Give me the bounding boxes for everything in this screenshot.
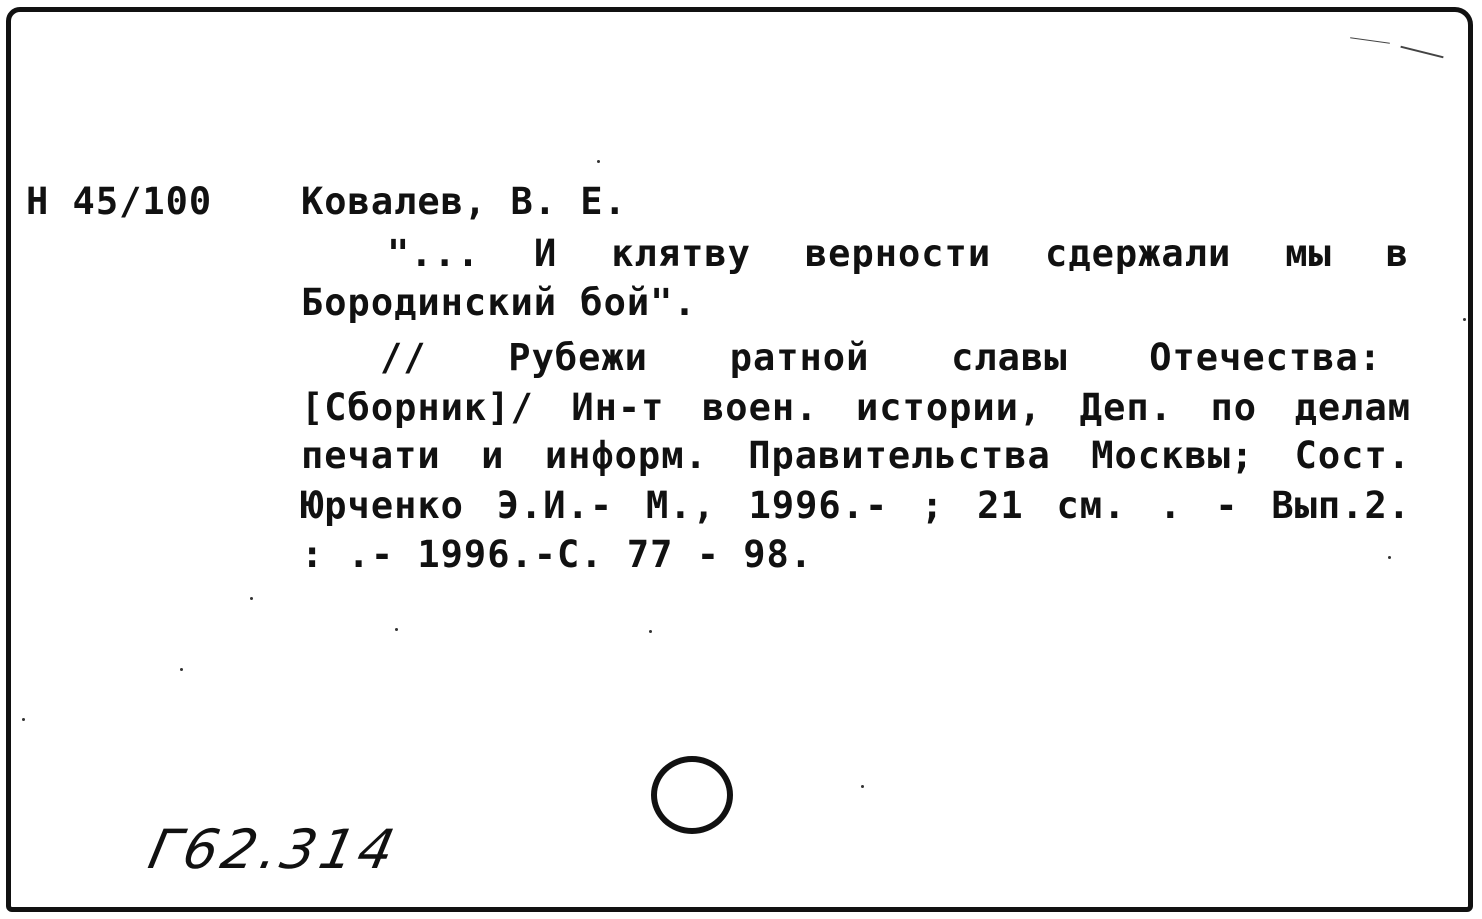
handwritten-classification-code: Г62.314: [143, 818, 404, 881]
source-line-5: : .- 1996.-С. 77 - 98.: [301, 533, 814, 576]
scan-speck: [861, 785, 864, 788]
scan-speck: [649, 630, 652, 633]
scan-speck: [1463, 318, 1466, 321]
source-line-2: [Сборник]/ Ин-т воен. истории, Деп. по делам: [301, 386, 1411, 429]
title-line-1: "... И клятву верности сдержали мы в: [387, 232, 1409, 275]
source-line-1: // Рубежи ратной славы Отечества:: [380, 336, 1382, 379]
scan-speck: [597, 160, 600, 163]
shelf-mark: Н 45/100: [26, 180, 213, 223]
source-line-3: печати и информ. Правительства Москвы; Сост.: [301, 434, 1411, 477]
card-punch-hole: [651, 756, 733, 834]
scan-speck: [180, 668, 183, 671]
scan-speck: [250, 597, 253, 600]
author-heading: Ковалев, В. Е.: [301, 180, 627, 223]
scan-speck: [1388, 556, 1391, 559]
title-line-2: Бородинский бой".: [301, 281, 697, 324]
scan-speck: [22, 718, 25, 721]
scan-speck: [395, 628, 398, 631]
source-line-4: Юрченко Э.И.- М., 1996.- ; 21 см. . - Вып.2.: [301, 484, 1411, 527]
